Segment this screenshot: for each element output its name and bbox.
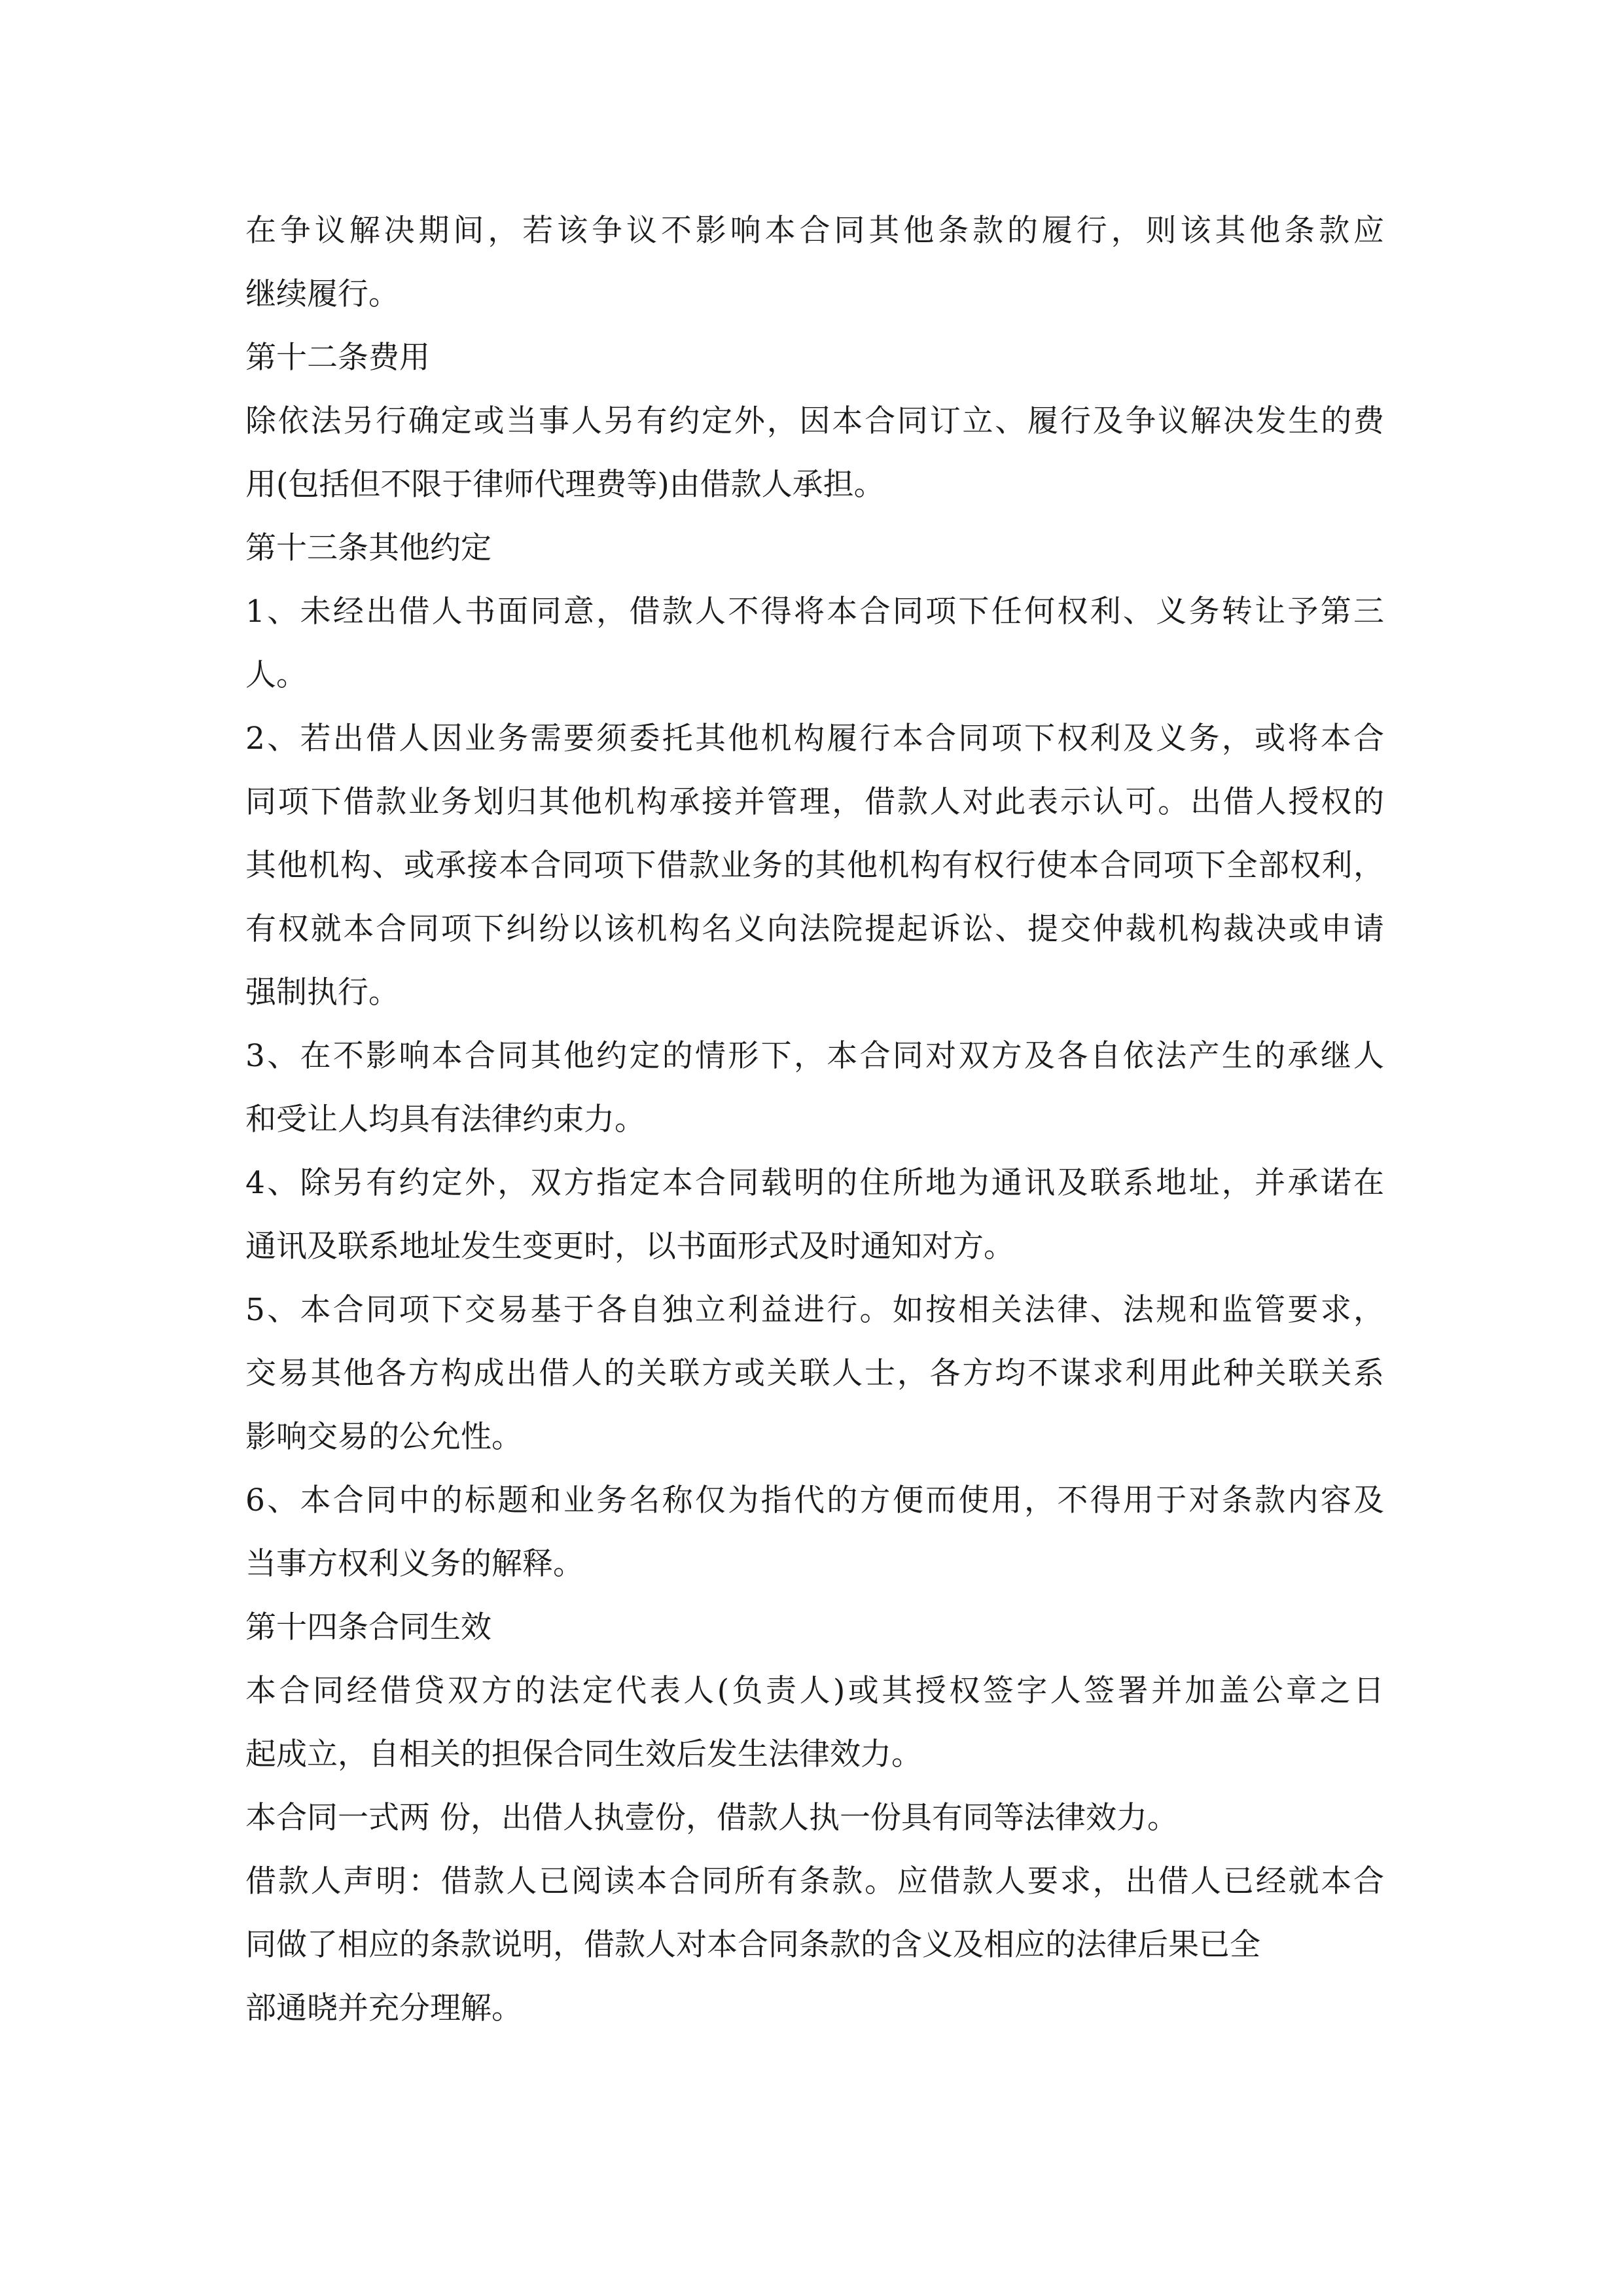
- text-line: 通讯及联系地址发生变更时，以书面形式及时通知对方。: [245, 1229, 1014, 1265]
- text-line: 除依法另行确定或当事人另有约定外，因本合同订立、履行及争议解决发生的费: [245, 403, 1384, 439]
- text-line: 3、在不影响本合同其他约定的情形下，本合同对双方及各自依法产生的承继人: [245, 1038, 1384, 1074]
- text-line: 同做了相应的条款说明，借款人对本合同条款的含义及相应的法律后果已全: [245, 1927, 1260, 1963]
- text-line: 强制执行。: [245, 975, 399, 1011]
- text-line: 用(包括但不限于律师代理费等)由借款人承担。: [245, 467, 885, 503]
- text-line: 本合同经借贷双方的法定代表人(负责人)或其授权签字人签署并加盖公章之日: [245, 1673, 1384, 1709]
- text-line: 4、除另有约定外，双方指定本合同载明的住所地为通讯及联系地址，并承诺在: [245, 1165, 1384, 1201]
- text-line: 2、若出借人因业务需要须委托其他机构履行本合同项下权利及义务，或将本合: [245, 721, 1384, 757]
- text-line: 部通晓并充分理解。: [245, 1990, 522, 2026]
- section-heading: 第十三条其他约定: [245, 530, 491, 566]
- text-line: 当事方权利义务的解释。: [245, 1546, 584, 1582]
- text-line: 6、本合同中的标题和业务名称仅为指代的方便而使用，不得用于对条款内容及: [245, 1482, 1384, 1518]
- text-line: 继续履行。: [245, 276, 399, 312]
- text-line: 交易其他各方构成出借人的关联方或关联人士，各方均不谋求利用此种关联关系: [245, 1355, 1384, 1391]
- text-line: 影响交易的公允性。: [245, 1419, 522, 1455]
- text-line: 人。: [245, 657, 307, 693]
- text-line: 和受让人均具有法律约束力。: [245, 1102, 645, 1138]
- section-heading: 第十二条费用: [245, 340, 430, 376]
- section-heading: 第十四条合同生效: [245, 1609, 491, 1645]
- text-line: 同项下借款业务划归其他机构承接并管理，借款人对此表示认可。出借人授权的: [245, 784, 1384, 820]
- text-line: 在争议解决期间，若该争议不影响本合同其他条款的履行，则该其他条款应: [245, 213, 1384, 249]
- text-line: 本合同一式两 份，出借人执壹份，借款人执一份具有同等法律效力。: [245, 1800, 1178, 1836]
- text-line: 有权就本合同项下纠纷以该机构名义向法院提起诉讼、提交仲裁机构裁决或申请: [245, 911, 1384, 947]
- text-line: 起成立，自相关的担保合同生效后发生法律效力。: [245, 1736, 922, 1772]
- text-line: 借款人声明：借款人已阅读本合同所有条款。应借款人要求，出借人已经就本合: [245, 1863, 1384, 1899]
- text-line: 5、本合同项下交易基于各自独立利益进行。如按相关法律、法规和监管要求，: [245, 1292, 1384, 1328]
- text-line: 1、未经出借人书面同意，借款人不得将本合同项下任何权利、义务转让予第三: [245, 594, 1384, 630]
- contract-text: [245, 199, 1384, 2040]
- text-line: 其他机构、或承接本合同项下借款业务的其他机构有权行使本合同项下全部权利，: [245, 848, 1384, 884]
